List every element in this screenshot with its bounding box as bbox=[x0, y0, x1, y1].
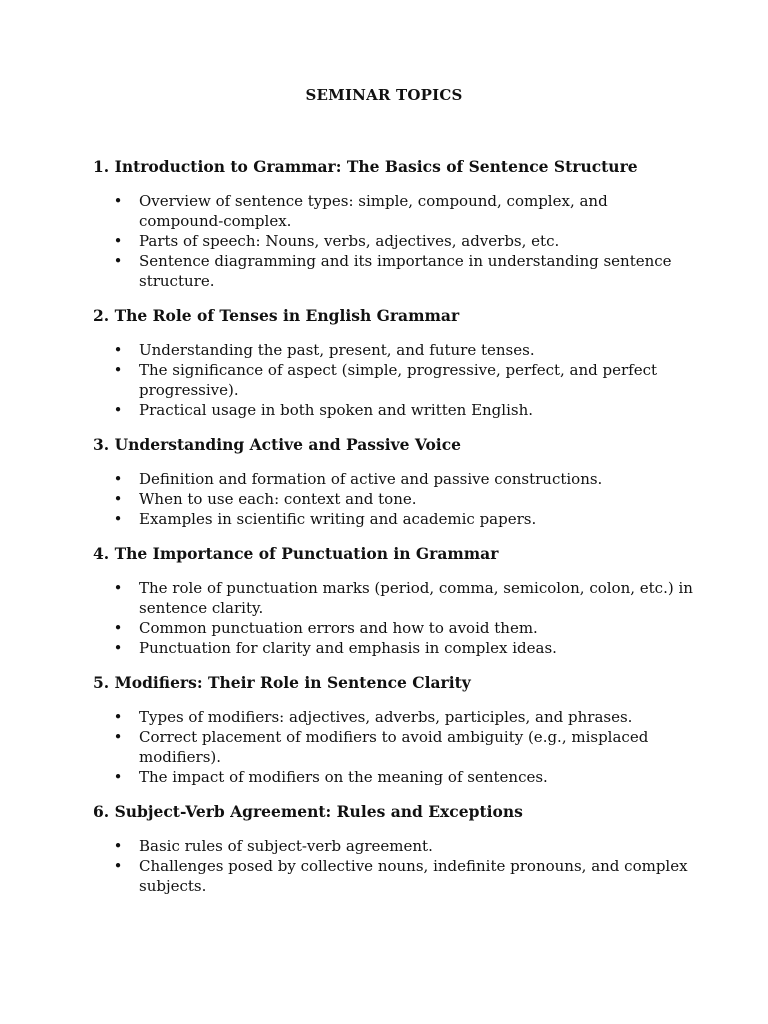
bullet-icon: • bbox=[113, 837, 123, 855]
bullet-icon: • bbox=[113, 768, 123, 786]
section-6 bbox=[93, 801, 693, 896]
list-item bbox=[93, 618, 693, 638]
bullet-icon: • bbox=[113, 728, 123, 746]
section-3 bbox=[93, 434, 693, 529]
bullet-icon: • bbox=[113, 232, 123, 250]
list-item-text: The role of punctuation marks (period, comma, semicolon, colon, etc.) in sentence clarity. bbox=[139, 579, 693, 617]
section-4 bbox=[93, 543, 693, 658]
section-2 bbox=[93, 305, 693, 420]
list-item-text: Correct placement of modifiers to avoid ambiguity (e.g., misplaced modifiers). bbox=[139, 728, 649, 766]
bullet-icon: • bbox=[113, 252, 123, 270]
section-heading: 3. Understanding Active and Passive Voice bbox=[93, 435, 461, 454]
bullet-list bbox=[93, 836, 693, 896]
bullet-icon: • bbox=[113, 192, 123, 210]
bullet-list bbox=[93, 578, 693, 658]
list-item-text: Basic rules of subject-verb agreement. bbox=[139, 837, 433, 855]
section-heading: 6. Subject-Verb Agreement: Rules and Exceptions bbox=[93, 802, 523, 821]
list-item-text: Parts of speech: Nouns, verbs, adjectives, adverbs, etc. bbox=[139, 232, 560, 250]
bullet-icon: • bbox=[113, 361, 123, 379]
bullet-icon: • bbox=[113, 857, 123, 875]
bullet-list bbox=[93, 707, 693, 787]
bullet-list bbox=[93, 469, 693, 529]
list-item-text: Common punctuation errors and how to avoid them. bbox=[139, 619, 538, 637]
list-item-text: Overview of sentence types: simple, compound, complex, and compound-complex. bbox=[139, 192, 608, 230]
list-item bbox=[93, 856, 693, 896]
document-title: SEMINAR TOPICS bbox=[305, 86, 463, 104]
section-heading: 4. The Importance of Punctuation in Grammar bbox=[93, 544, 499, 563]
list-item-text: Punctuation for clarity and emphasis in complex ideas. bbox=[139, 639, 557, 657]
section-heading: 2. The Role of Tenses in English Grammar bbox=[93, 306, 460, 325]
list-item bbox=[93, 191, 693, 231]
bullet-icon: • bbox=[113, 708, 123, 726]
section-1 bbox=[93, 156, 693, 291]
list-item bbox=[93, 836, 693, 856]
list-item bbox=[93, 578, 693, 618]
section-heading: 5. Modifiers: Their Role in Sentence Clarity bbox=[93, 673, 471, 692]
list-item-text: Practical usage in both spoken and written English. bbox=[139, 401, 534, 419]
list-item bbox=[93, 400, 693, 420]
bullet-list bbox=[93, 340, 693, 420]
bullet-icon: • bbox=[113, 341, 123, 359]
list-item-text: Understanding the past, present, and future tenses. bbox=[139, 341, 535, 359]
bullet-list bbox=[93, 191, 693, 291]
list-item-text: Challenges posed by collective nouns, indefinite pronouns, and complex subjects. bbox=[139, 857, 688, 895]
section-heading: 1. Introduction to Grammar: The Basics of Sentence Structure bbox=[93, 157, 638, 176]
list-item bbox=[93, 489, 693, 509]
bullet-icon: • bbox=[113, 470, 123, 488]
bullet-icon: • bbox=[113, 619, 123, 637]
list-item bbox=[93, 707, 693, 727]
bullet-icon: • bbox=[113, 510, 123, 528]
list-item bbox=[93, 251, 693, 291]
list-item-text: Definition and formation of active and passive constructions. bbox=[139, 470, 603, 488]
list-item bbox=[93, 767, 693, 787]
list-item bbox=[93, 360, 693, 400]
section-5 bbox=[93, 672, 693, 787]
bullet-icon: • bbox=[113, 490, 123, 508]
list-item bbox=[93, 340, 693, 360]
list-item-text: The impact of modifiers on the meaning of sentences. bbox=[139, 768, 548, 786]
list-item-text: Sentence diagramming and its importance in understanding sentence structure. bbox=[139, 252, 672, 290]
list-item-text: Examples in scientific writing and academic papers. bbox=[139, 510, 537, 528]
list-item bbox=[93, 231, 693, 251]
document-content bbox=[93, 156, 693, 910]
list-item bbox=[93, 469, 693, 489]
list-item bbox=[93, 509, 693, 529]
list-item bbox=[93, 727, 693, 767]
list-item bbox=[93, 638, 693, 658]
bullet-icon: • bbox=[113, 579, 123, 597]
list-item-text: When to use each: context and tone. bbox=[139, 490, 417, 508]
bullet-icon: • bbox=[113, 401, 123, 419]
bullet-icon: • bbox=[113, 639, 123, 657]
list-item-text: Types of modifiers: adjectives, adverbs, participles, and phrases. bbox=[139, 708, 633, 726]
list-item-text: The significance of aspect (simple, progressive, perfect, and perfect progressive). bbox=[139, 361, 658, 399]
